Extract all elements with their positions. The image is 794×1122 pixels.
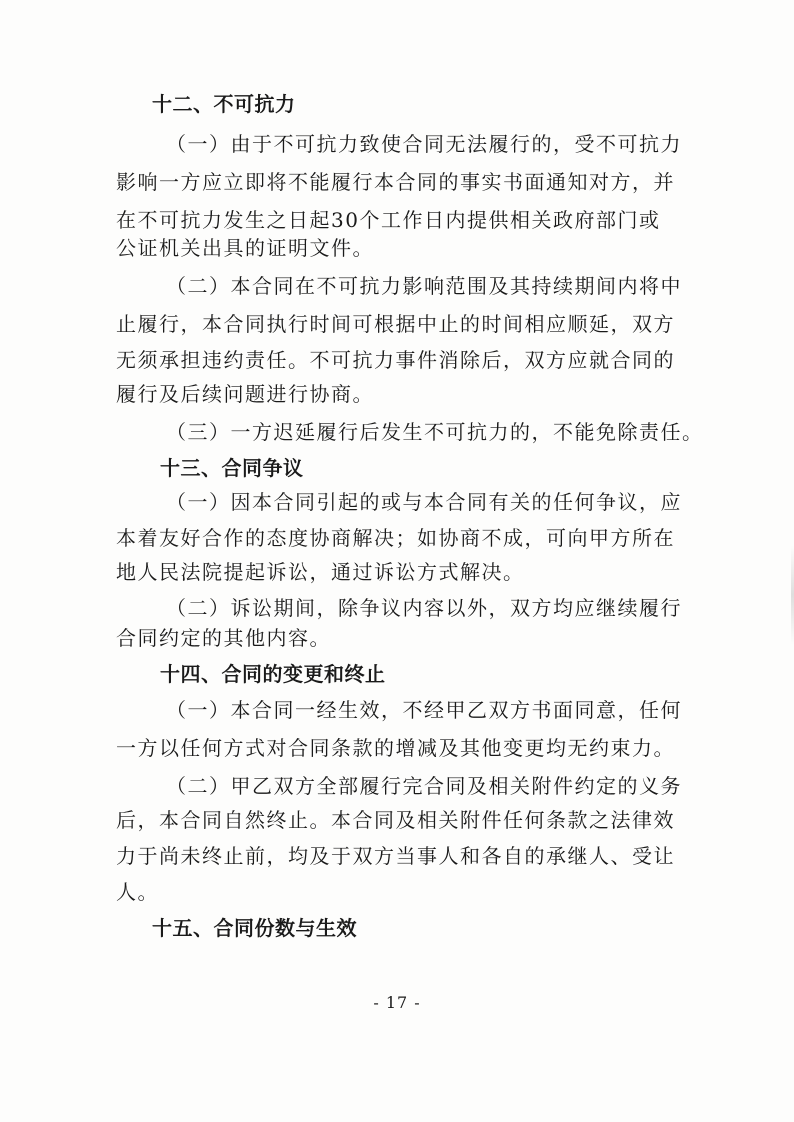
- paragraph-line: 合同约定的其他内容。: [116, 626, 331, 650]
- paragraph-line: 人。: [116, 880, 159, 904]
- section-heading-14: 十四、合同的变更和终止: [160, 662, 386, 686]
- paragraph-line: 一方以任何方式对合同条款的增减及其他变更均无约束力。: [116, 736, 675, 760]
- paragraph-line: （一）本合同一经生效，不经甲乙双方书面同意，任何: [166, 698, 682, 722]
- paragraph-line: （二）甲乙双方全部履行完合同及相关附件约定的义务: [166, 774, 682, 798]
- paragraph-line: 公证机关出具的证明文件。: [116, 236, 374, 260]
- page-number: - 17 -: [373, 993, 421, 1012]
- paragraph-line: （一）由于不可抗力致使合同无法履行的，受不可抗力: [166, 132, 682, 156]
- section-heading-12: 十二、不可抗力: [152, 92, 296, 116]
- paragraph-line: （二）诉讼期间，除争议内容以外，双方均应继续履行: [166, 596, 682, 620]
- paragraph-line: 影响一方应立即将不能履行本合同的事实书面通知对方，并: [116, 170, 675, 194]
- paragraph-line: 地人民法院提起诉讼，通过诉讼方式解决。: [116, 560, 525, 584]
- paragraph-line: 后，本合同自然终止。本合同及相关附件任何条款之法律效: [116, 808, 675, 832]
- paragraph-line: 无须承担违约责任。不可抗力事件消除后，双方应就合同的: [116, 348, 675, 372]
- paragraph-line: 力于尚未终止前，均及于双方当事人和各自的承继人、受让: [116, 844, 675, 868]
- paragraph-line: 履行及后续问题进行协商。: [116, 382, 374, 406]
- section-heading-15: 十五、合同份数与生效: [152, 916, 357, 940]
- paragraph-line: 在不可抗力发生之日起30个工作日内提供相关政府部门或: [116, 208, 661, 232]
- paragraph-line: （一）因本合同引起的或与本合同有关的任何争议，应: [166, 490, 682, 514]
- paragraph-line: （二）本合同在不可抗力影响范围及其持续期间内将中: [166, 274, 682, 298]
- paragraph-line: 止履行，本合同执行时间可根据中止的时间相应顺延，双方: [116, 312, 675, 336]
- paragraph-line: 本着友好合作的态度协商解决；如协商不成，可向甲方所在: [116, 526, 675, 550]
- section-heading-13: 十三、合同争议: [160, 456, 304, 480]
- paragraph-line: （三）一方迟延履行后发生不可抗力的，不能免除责任。: [166, 420, 704, 444]
